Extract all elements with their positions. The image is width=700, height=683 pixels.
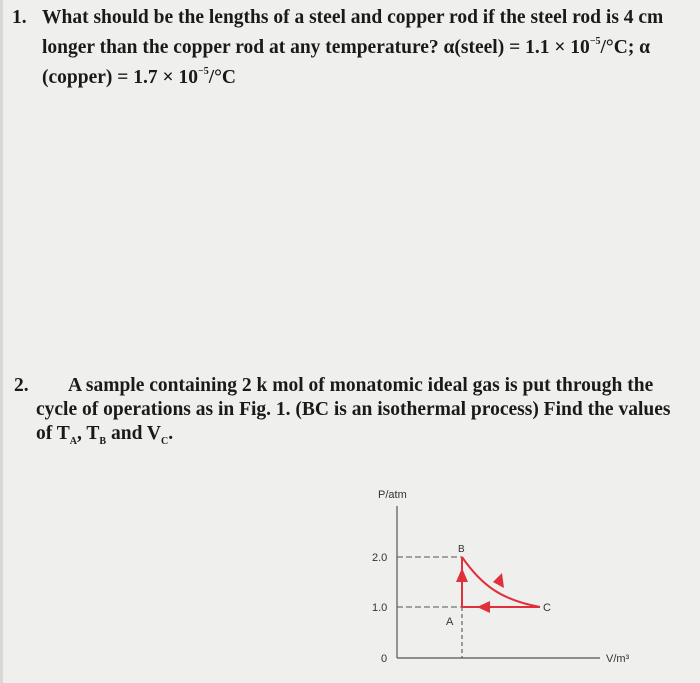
pv-diagram bbox=[340, 478, 680, 678]
q1-exponent-1: −5 bbox=[589, 36, 601, 47]
page-edge bbox=[0, 0, 3, 683]
tick-label-1: 1.0 bbox=[372, 602, 388, 614]
q2-text-c: of T bbox=[36, 423, 70, 444]
point-b-label: B bbox=[458, 544, 465, 555]
arrow-ca bbox=[477, 601, 490, 613]
question-2 bbox=[14, 374, 674, 454]
q2-text-e: and V bbox=[106, 423, 162, 444]
question-2-line-2 bbox=[36, 398, 674, 422]
question-1-line-1 bbox=[42, 6, 672, 30]
q1-text-a: What should be the lengths of a steel and copper rod if the steel rod is 4 cm bbox=[42, 7, 664, 28]
question-1-line-2 bbox=[42, 30, 672, 60]
q1-exponent-2: −5 bbox=[198, 66, 209, 77]
question-2-number: 2. bbox=[14, 375, 29, 396]
point-c-label: C bbox=[543, 602, 551, 614]
question-1-line-3 bbox=[42, 60, 672, 90]
q1-text-b: longer than the copper rod at any temperature? α(steel) = 1.1 × 10 bbox=[42, 37, 590, 58]
q2-sub-b: B bbox=[99, 436, 107, 447]
y-axis-label: P/atm bbox=[378, 489, 407, 501]
point-a-label: A bbox=[446, 616, 454, 628]
question-2-line-1 bbox=[36, 374, 674, 398]
tick-label-2: 2.0 bbox=[372, 552, 388, 564]
q1-text-c: /°C; α bbox=[600, 37, 651, 58]
question-1 bbox=[12, 6, 672, 90]
arrow-ab bbox=[456, 568, 468, 582]
q2-text-b: cycle of operations as in Fig. 1. (BC is an isothermal process) Find the values bbox=[36, 399, 671, 420]
q2-text-d: , T bbox=[77, 423, 100, 444]
tick-label-0: 0 bbox=[381, 653, 388, 665]
x-axis-label: V/m³ bbox=[606, 653, 630, 665]
q2-sub-c: C bbox=[161, 436, 169, 447]
q1-text-e: /°C bbox=[208, 67, 237, 88]
question-2-line-3 bbox=[36, 422, 674, 454]
question-1-number: 1. bbox=[12, 7, 27, 28]
q2-text-f: . bbox=[168, 423, 174, 444]
q1-text-d: (copper) = 1.7 × 10 bbox=[42, 67, 198, 88]
q2-text-a: A sample containing 2 k mol of monatomic ideal gas is put through the bbox=[68, 375, 654, 396]
arrow-bc bbox=[493, 573, 504, 588]
q2-sub-a: A bbox=[69, 436, 78, 447]
